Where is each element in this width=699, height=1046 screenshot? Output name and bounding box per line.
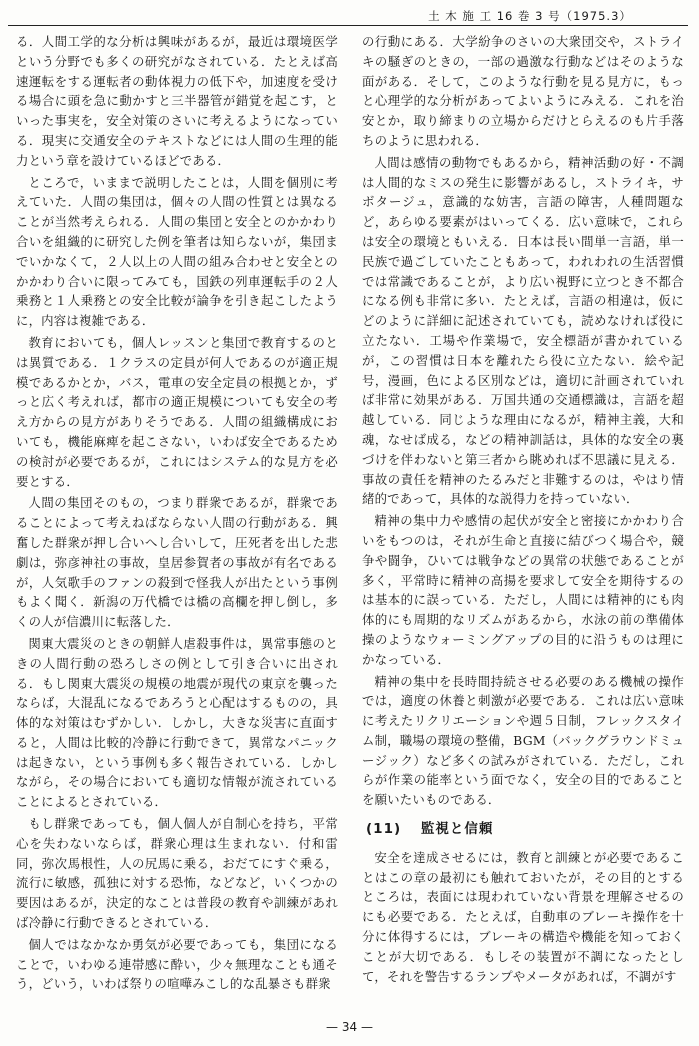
header-rule	[8, 25, 688, 26]
section-heading	[366, 820, 684, 840]
section-number: (11)	[366, 821, 402, 838]
paragraph: 関東大震災のときの朝鮮人虐殺事件は，異常事態のときの人間行動の恐ろしさの例として引き合いに出される．もし関東大震災の規模の地震が現代の東京を襲ったならば，大混乱になるであろうと心配はするものの，具体的な対策はむずかしい．しかし，大きな災害に直面すると，人間は比較的冷静に行動できて，異常なパニックは起きない，という事例も多く報告されている．しかしながら，その場合においても適切な情報が流されていることによるとされている．	[16, 635, 338, 810]
paragraph: ところで，いままで説明したことは，人間を個別に考えていた．人間の集団は，個々の人間の性質とは異なることが当然考えられる．人間の集団と安全とのかかわり合いを組織的に研究した例を筆者は知らないが，集団までいかなくて，２人以上の人間の組み合わせと安全とのかかわり合いに限ってみても，国鉄の列車運転手の２人乗務と１人乗務との安全比較が論争を引き起こしたように，内容は複雑である．	[16, 174, 338, 329]
left-column	[16, 32, 338, 996]
paragraph: 個人ではなかなか勇気が必要であっても，集団になることで，いわゆる連帯感に酔い，少々無理なことも通そう，どいう，いわば祭りの喧嘩みこし的な乱暴さも群衆	[16, 936, 338, 992]
right-column-top	[362, 32, 684, 810]
paragraph: 教育においても，個人レッスンと集団で教育するのとは異質である．１クラスの定員が何人であるのが適正規模であるかとか，バス，電車の安全定員の根拠とか，ずっと広く考えれば，都市の適正規模についても安全の考え方からの見方がありそうである．人間の組織構成においても，機能麻痺を起こさない，いわば安全であるための検討が必要であるが，これにはシステム的な見方を必要とする．	[16, 334, 338, 489]
right-column-bottom	[362, 848, 684, 987]
paragraph: 精神の集中を長時間持続させる必要のある機械の操作では，適度の休養と刺激が必要である．これは広い意味に考えたリクリエーションや週５日制，フレックスタイム制，職場の環境の整備，BGM（バックグラウンドミュージック）など多くの試みがされている．ただし，これらが作業の能率という面でなく，安全の目的であることを願いたいものである．	[362, 673, 684, 808]
paragraph: 安全を達成させるには，教育と訓練とが必要であることはこの章の最初にも触れておいたが，その目的とするところは，表面には現われていない背景を理解させるのにも必要である．たとえば，自動車のブレーキ操作を十分に体得するには，ブレーキの構造や機能を知っておくことが大切である．もしその装置が不調になったとして，それを警告するランプやメータがあれば，不調がす	[362, 849, 684, 984]
running-head: 土 木 施 工 16 巻 3 号（1975.3）	[428, 9, 632, 23]
section-title: 監視と信頼	[420, 821, 494, 838]
paragraph: もし群衆であっても，個人個人が自制心を持ち，平常心を失わないならば，群衆心理は生まれない．付和雷同，弥次馬根性，人の尻馬に乗る，おだてにすぐ乗る，流行に敏感，孤独に対する恐怖，などなど，いくつかの要因はあるが，決定的なことは普段の教育や訓練があれば冷静に行動できるとされている．	[16, 816, 338, 931]
paragraph: 精神の集中力や感情の起伏が安全と密接にかかわり合いをもつのは，それが生命と直接に結びつく場合や，競争や闘争，ひいては戦争などの異常の状態であることが多く，平常時に精神の高揚を要求して安全を期待するのは基本的に誤っている．ただし，人間には精神的にも肉体的にも周期的なリズムがあるから，水泳の前の準備体操のようなウォーミングアップの目的に沿うものは理にかなっている．	[362, 513, 684, 667]
paragraph: 人間は感情の動物でもあるから，精神活動の好・不調は人間的なミスの発生に影響があるし，ストライキ，サボタージュ，意識的な妨害，言語の障害，人種問題など，あらゆる要素がはいってくる．広い意味で，これらは安全の環境ともいえる．日本は長い間単一言語，単一民族で過ごしていたこともあって，われわれの生活習慣では常識であることが，より広い視野に立つとき不都合になる例も非常に多い．たとえば，言語の相違は，仮にどのように詳細に記述されていても，読めなければ役に立たない．工場や作業場で，安全標語が書かれているが，この習慣は日本を離れたら役に立たない．絵や記号，漫画，色による区別などは，適切に計画されていれば非常に効果がある．万国共通の交通標識は，言語を超越している．同じような理由になるが，精神主義，大和魂，なせば成る，などの精神訓話は，具体的な安全の裏づけを伴わないと第三者から眺めれば不思議に見える．事故の責任を精神のたるみだと非難するのは，やはり情緒的であって，具体的な説得力を持っていない．	[362, 154, 684, 507]
page-number: — 34 —	[326, 1020, 373, 1034]
paragraph: の行動にある．大学紛争のさいの大衆団交や，ストライキの騒ぎのときの，一部の過激な行動などはそのような面がある．そして，このような行動を見る見方に，もっと心理学的な分析があってよいようにみえる．これを治安とか，取り締まりの立場からだけとらえるのも片手落ちのように思われる．	[362, 34, 684, 148]
paragraph: 人間の集団そのもの，つまり群衆であるが，群衆であることによって考えねばならない人間の行動がある．興奮した群衆が押し合いへし合いして，圧死者を出した悲劇は，弥彦神社の事故，皇居参賀者の事故が有名であるが，人気歌手のファンの殺到で怪我人が出たという事例もよく聞く．新潟の万代橋では橋の高欄を押し倒し，多くの人が信濃川に転落した．	[16, 495, 338, 630]
paragraph: る．人間工学的な分析は興味があるが，最近は環境医学という分野でも多くの研究がなされている．たとえば高速運転をする運転者の動体視力の低下や，加速度を受ける場合に頭を急に動かすと三半器管が錯覚を起こす，といった事実を，安全対策のさいに考えるようになっている．現実に交通安全のテキストなどには人間の生理的能力という章を設けているほどである．	[16, 34, 338, 168]
right-column	[362, 32, 684, 988]
